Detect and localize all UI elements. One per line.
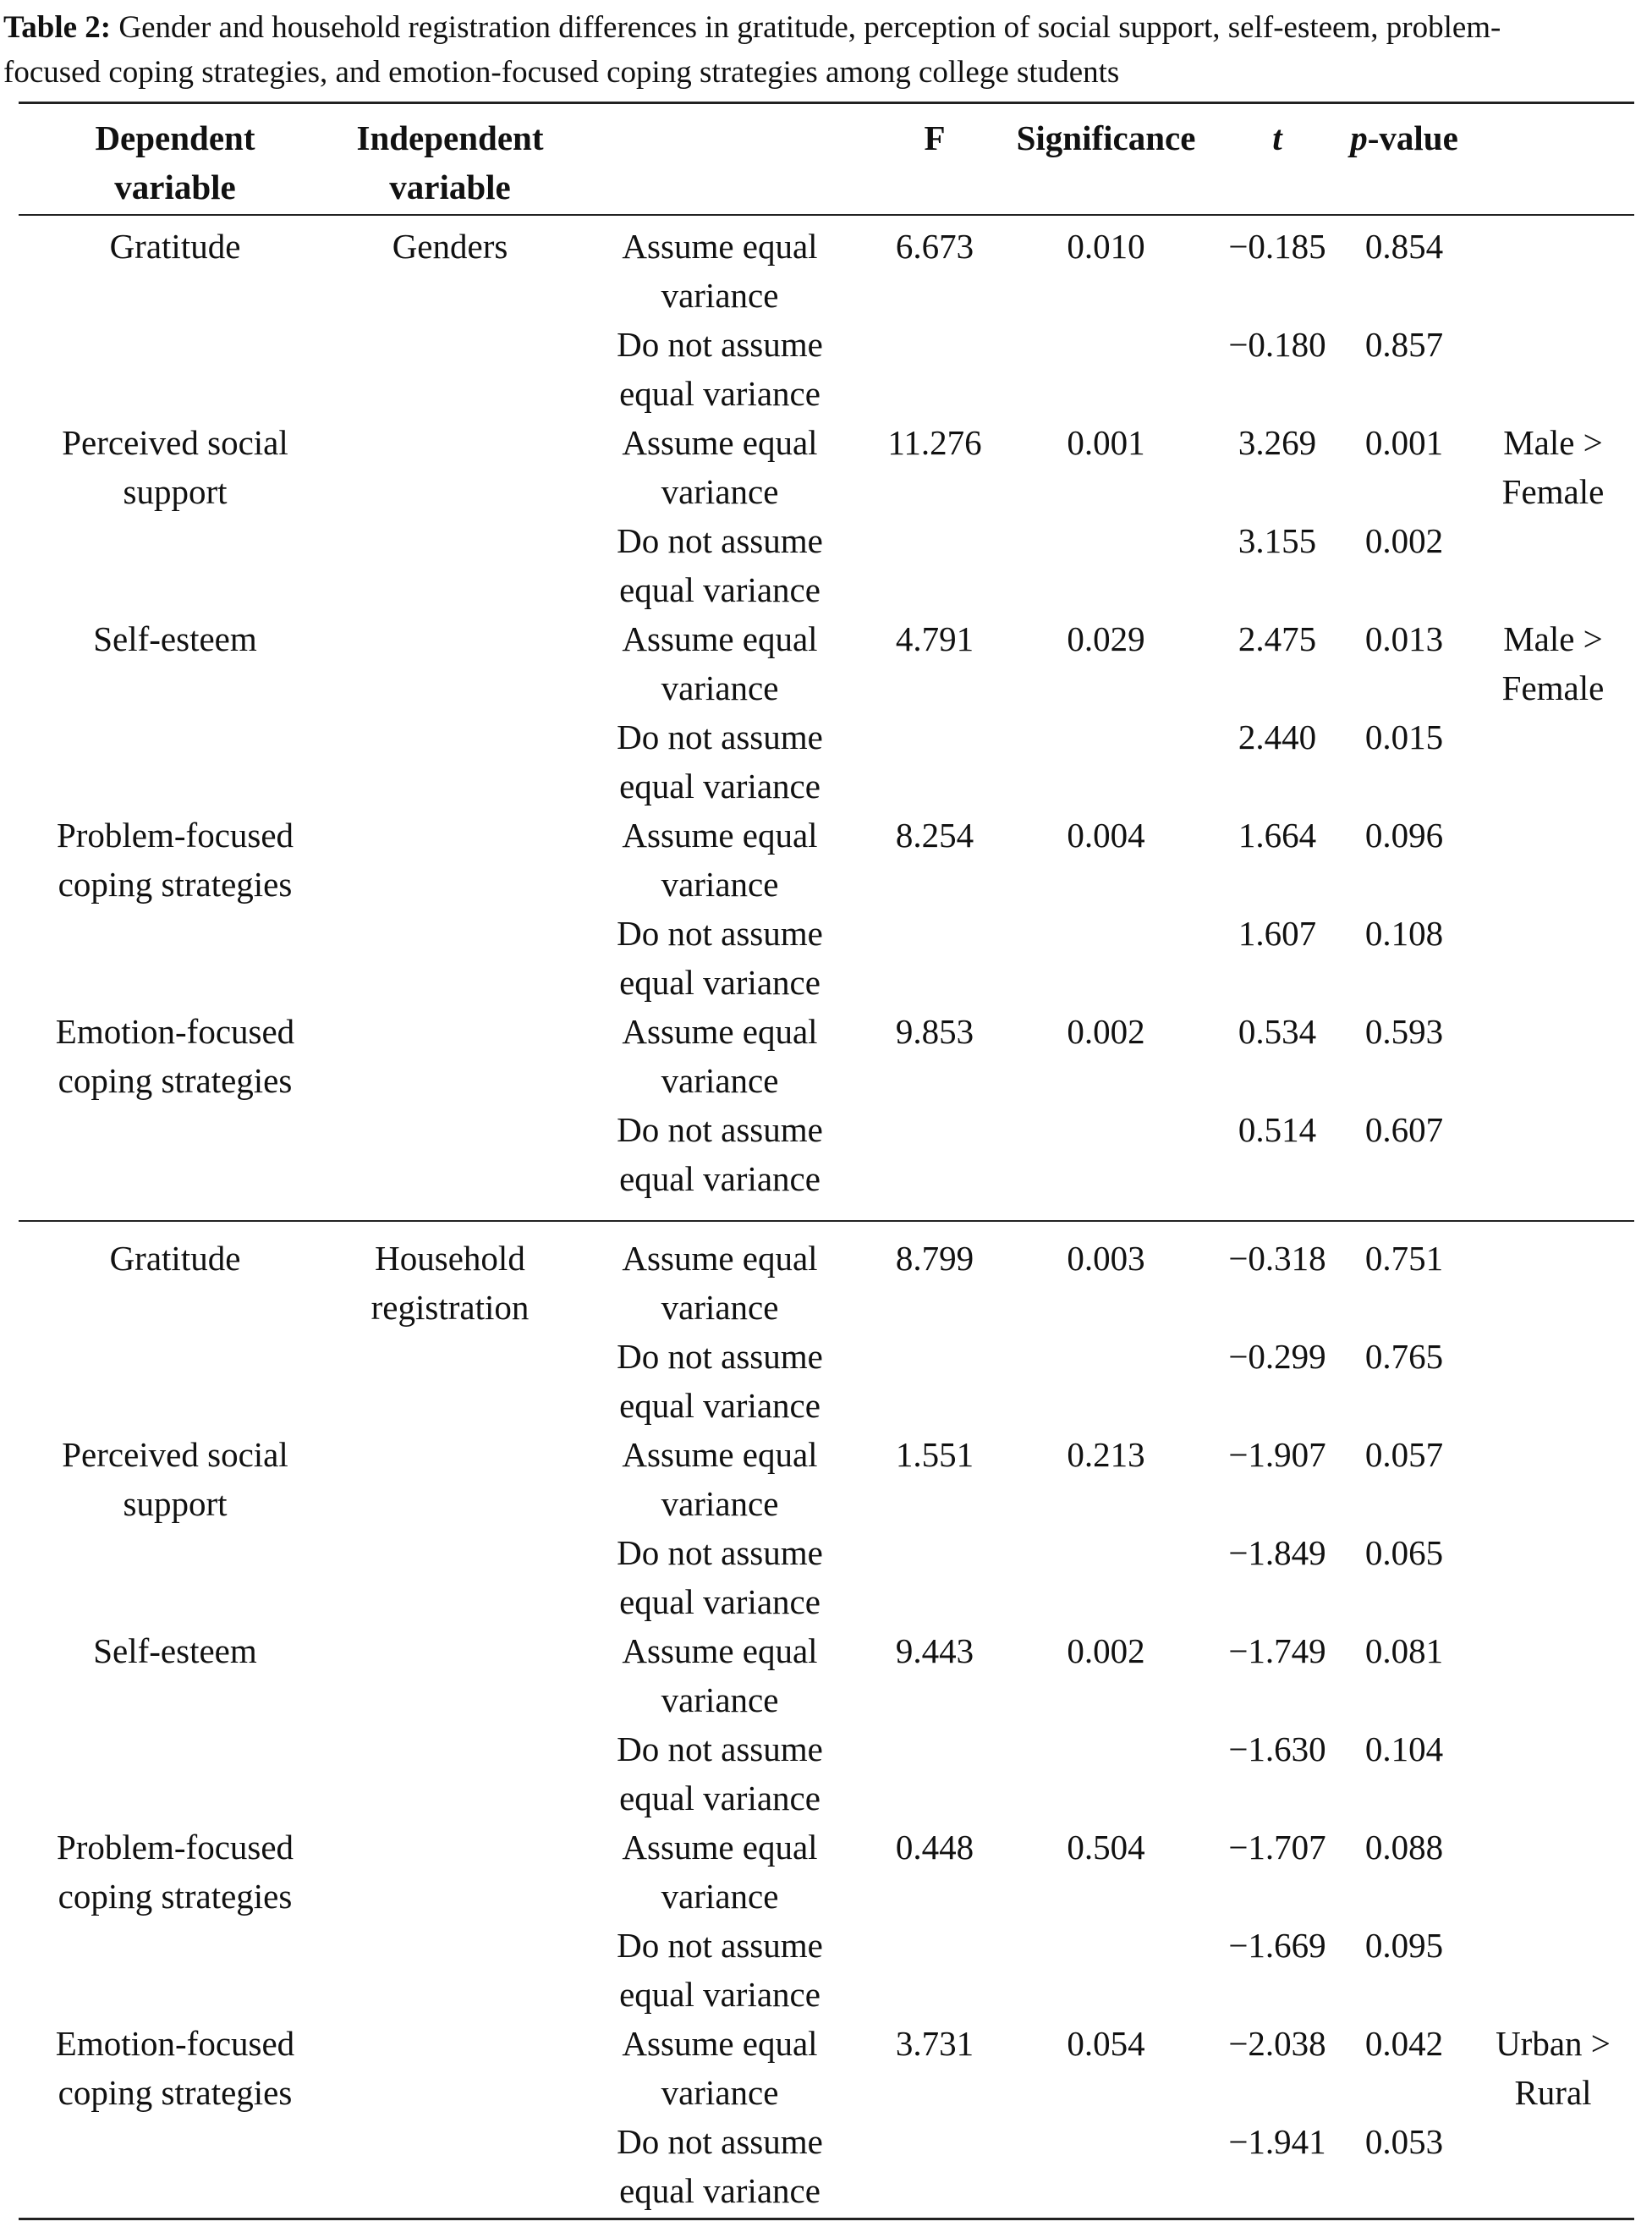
f-value-line: 9.443 xyxy=(895,1631,974,1670)
header-significance: Significance xyxy=(1016,118,1196,157)
dependent-variable xyxy=(19,1007,332,1105)
f-value-line: 9.853 xyxy=(895,1012,974,1051)
test-assume-equal xyxy=(568,222,871,320)
test-assume-equal-line: variance xyxy=(661,1877,779,1916)
t-value-equal-line: −0.318 xyxy=(1228,1239,1326,1278)
p-value-equal-line: 0.057 xyxy=(1364,1435,1444,1474)
comparison-note-line: Female xyxy=(1501,472,1605,511)
t-value-equal xyxy=(1214,418,1341,467)
test-not-assume-equal-line: equal variance xyxy=(619,1779,821,1817)
comparison-note xyxy=(1472,418,1634,516)
test-not-assume-equal-line: Do not assume xyxy=(617,1729,823,1768)
caption-label: Table 2: xyxy=(3,10,112,45)
test-not-assume-equal-line: Do not assume xyxy=(617,1926,823,1965)
p-value-unequal xyxy=(1336,909,1472,958)
test-assume-equal-line: Assume equal xyxy=(622,227,818,266)
test-assume-equal-line: Assume equal xyxy=(622,1631,818,1670)
significance-value-line: 0.001 xyxy=(1067,423,1145,462)
significance-value xyxy=(998,1234,1214,1283)
f-value-line: 11.276 xyxy=(887,423,982,462)
significance-value-line: 0.004 xyxy=(1067,816,1145,855)
header-p-italic: p xyxy=(1350,118,1368,157)
test-assume-equal-line: variance xyxy=(661,1484,779,1523)
comparison-note-line: Rural xyxy=(1514,2073,1592,2112)
p-value-unequal xyxy=(1336,1528,1472,1577)
dependent-variable-line: Perceived social xyxy=(62,1435,288,1474)
test-assume-equal-line: Assume equal xyxy=(622,1239,818,1278)
comparison-note-line: Male > xyxy=(1503,423,1603,462)
comparison-note-line: Female xyxy=(1501,668,1605,707)
p-value-equal xyxy=(1336,811,1472,860)
p-value-unequal xyxy=(1336,1105,1472,1154)
dependent-variable-line: Self-esteem xyxy=(93,1631,257,1670)
independent-variable-line: Household xyxy=(375,1239,525,1278)
test-assume-equal-line: variance xyxy=(661,668,779,707)
header-independent-line-1: Independent xyxy=(356,118,544,157)
test-not-assume-equal-line: equal variance xyxy=(619,963,821,1002)
p-value-equal xyxy=(1336,2019,1472,2068)
test-assume-equal-line: Assume equal xyxy=(622,1012,818,1051)
f-value-line: 1.551 xyxy=(895,1435,974,1474)
p-value-unequal xyxy=(1336,1724,1472,1773)
test-not-assume-equal xyxy=(568,1921,871,2019)
f-value-line: 3.731 xyxy=(895,2024,974,2063)
test-assume-equal-line: variance xyxy=(661,2073,779,2112)
test-not-assume-equal-line: equal variance xyxy=(619,1975,821,2014)
dependent-variable xyxy=(19,222,332,271)
t-value-equal xyxy=(1214,614,1341,663)
comparison-note xyxy=(1472,2019,1634,2117)
p-value-unequal-line: 0.104 xyxy=(1364,1729,1444,1768)
t-value-unequal xyxy=(1214,1105,1341,1154)
dependent-variable-line: coping strategies xyxy=(58,1877,293,1916)
header-dependent-line-1: Dependent xyxy=(95,118,255,157)
t-value-unequal-line: 2.440 xyxy=(1238,718,1317,756)
test-not-assume-equal-line: Do not assume xyxy=(617,2122,823,2161)
independent-variable-line: Genders xyxy=(392,227,508,266)
header-dependent xyxy=(19,113,332,212)
p-value-equal-line: 0.751 xyxy=(1364,1239,1444,1278)
t-value-equal-line: −1.707 xyxy=(1228,1828,1326,1867)
test-not-assume-equal-line: equal variance xyxy=(619,374,821,413)
test-assume-equal xyxy=(568,1430,871,1528)
significance-value-line: 0.002 xyxy=(1067,1012,1145,1051)
t-value-unequal-line: −0.180 xyxy=(1228,325,1326,364)
p-value-unequal-line: 0.607 xyxy=(1364,1110,1444,1149)
f-value xyxy=(871,1234,998,1283)
test-not-assume-equal xyxy=(568,909,871,1007)
t-value-unequal-line: −1.849 xyxy=(1228,1533,1326,1572)
dependent-variable-line: coping strategies xyxy=(58,865,293,904)
test-not-assume-equal-line: Do not assume xyxy=(617,1533,823,1572)
t-value-equal-line: 2.475 xyxy=(1238,619,1317,658)
test-assume-equal xyxy=(568,1234,871,1332)
p-value-equal-line: 0.013 xyxy=(1364,619,1444,658)
test-assume-equal-line: Assume equal xyxy=(622,619,818,658)
t-value-equal xyxy=(1214,1430,1341,1479)
f-value-line: 6.673 xyxy=(895,227,974,266)
significance-value-line: 0.002 xyxy=(1067,1631,1145,1670)
p-value-equal-line: 0.854 xyxy=(1364,227,1444,266)
f-value-line: 8.254 xyxy=(895,816,974,855)
test-not-assume-equal-line: equal variance xyxy=(619,1582,821,1621)
p-value-unequal-line: 0.053 xyxy=(1364,2122,1444,2161)
header-dependent-line-2: variable xyxy=(114,168,236,206)
dependent-variable xyxy=(19,1430,332,1528)
significance-value-line: 0.504 xyxy=(1067,1828,1145,1867)
f-value xyxy=(871,2019,998,2068)
test-assume-equal xyxy=(568,614,871,712)
test-assume-equal-line: variance xyxy=(661,472,779,511)
dependent-variable-line: Emotion-focused xyxy=(55,1012,295,1051)
dependent-variable-line: Self-esteem xyxy=(93,619,257,658)
significance-value xyxy=(998,418,1214,467)
t-value-equal xyxy=(1214,1626,1341,1675)
test-assume-equal xyxy=(568,1007,871,1105)
p-value-equal-line: 0.593 xyxy=(1364,1012,1444,1051)
header-p-rest: -value xyxy=(1367,118,1458,157)
header-p-value xyxy=(1336,113,1472,162)
f-value xyxy=(871,1626,998,1675)
f-value xyxy=(871,1430,998,1479)
test-assume-equal xyxy=(568,418,871,516)
f-value xyxy=(871,1007,998,1056)
p-value-equal-line: 0.096 xyxy=(1364,816,1444,855)
t-value-unequal xyxy=(1214,320,1341,369)
dependent-variable-line: support xyxy=(123,472,228,511)
t-value-unequal xyxy=(1214,1332,1341,1381)
comparison-note xyxy=(1472,614,1634,712)
test-not-assume-equal-line: equal variance xyxy=(619,767,821,806)
t-value-equal-line: 0.534 xyxy=(1238,1012,1317,1051)
f-value xyxy=(871,222,998,271)
f-value-line: 8.799 xyxy=(895,1239,974,1278)
test-assume-equal xyxy=(568,1626,871,1724)
p-value-unequal-line: 0.002 xyxy=(1364,521,1444,560)
dependent-variable-line: Gratitude xyxy=(109,1239,241,1278)
p-value-equal-line: 0.088 xyxy=(1364,1828,1444,1867)
t-value-unequal xyxy=(1214,712,1341,762)
t-value-equal-line: 1.664 xyxy=(1238,816,1317,855)
test-not-assume-equal-line: equal variance xyxy=(619,570,821,609)
p-value-unequal-line: 0.015 xyxy=(1364,718,1444,756)
test-not-assume-equal-line: Do not assume xyxy=(617,914,823,953)
test-not-assume-equal-line: Do not assume xyxy=(617,521,823,560)
dependent-variable-line: Problem-focused xyxy=(56,816,294,855)
dependent-variable xyxy=(19,614,332,663)
test-not-assume-equal xyxy=(568,516,871,614)
p-value-equal xyxy=(1336,1007,1472,1056)
p-value-equal xyxy=(1336,1823,1472,1872)
p-value-unequal xyxy=(1336,516,1472,565)
t-value-unequal xyxy=(1214,1724,1341,1773)
dependent-variable-line: coping strategies xyxy=(58,2073,293,2112)
test-assume-equal-line: Assume equal xyxy=(622,423,818,462)
dependent-variable-line: Gratitude xyxy=(109,227,241,266)
top-rule xyxy=(19,102,1634,104)
p-value-unequal-line: 0.108 xyxy=(1364,914,1444,953)
test-not-assume-equal-line: Do not assume xyxy=(617,1110,823,1149)
t-value-unequal-line: −1.669 xyxy=(1228,1926,1326,1965)
p-value-equal xyxy=(1336,1430,1472,1479)
dependent-variable xyxy=(19,1626,332,1675)
dependent-variable-line: Problem-focused xyxy=(56,1828,294,1867)
test-not-assume-equal-line: Do not assume xyxy=(617,1337,823,1376)
f-value-line: 4.791 xyxy=(895,619,974,658)
f-value-line: 0.448 xyxy=(895,1828,974,1867)
t-value-unequal-line: −0.299 xyxy=(1228,1337,1326,1376)
p-value-equal xyxy=(1336,1234,1472,1283)
test-not-assume-equal-line: Do not assume xyxy=(617,718,823,756)
t-value-unequal-line: −1.941 xyxy=(1228,2122,1326,2161)
t-value-equal-line: −0.185 xyxy=(1228,227,1326,266)
t-value-equal-line: −1.907 xyxy=(1228,1435,1326,1474)
p-value-unequal-line: 0.765 xyxy=(1364,1337,1444,1376)
header-t: t xyxy=(1272,118,1282,157)
t-value-unequal xyxy=(1214,1921,1341,1970)
test-not-assume-equal xyxy=(568,2117,871,2215)
test-not-assume-equal-line: equal variance xyxy=(619,2171,821,2210)
dependent-variable-line: coping strategies xyxy=(58,1061,293,1100)
comparison-note-line: Urban > xyxy=(1496,2024,1611,2063)
significance-value xyxy=(998,2019,1214,2068)
test-not-assume-equal xyxy=(568,1332,871,1430)
test-not-assume-equal xyxy=(568,1105,871,1203)
test-assume-equal-line: variance xyxy=(661,1680,779,1719)
header-independent-line-2: variable xyxy=(389,168,511,206)
p-value-equal xyxy=(1336,614,1472,663)
significance-value-line: 0.054 xyxy=(1067,2024,1145,2063)
dependent-variable xyxy=(19,1234,332,1283)
comparison-note-line: Male > xyxy=(1503,619,1603,658)
dependent-variable xyxy=(19,811,332,909)
test-not-assume-equal xyxy=(568,1528,871,1626)
test-assume-equal-line: variance xyxy=(661,865,779,904)
test-assume-equal-line: variance xyxy=(661,1288,779,1327)
bottom-rule xyxy=(19,2218,1634,2220)
section-rule xyxy=(19,1220,1634,1222)
caption-text-1: Gender and household registration differences in gratitude, perception of social support, self-esteem, problem- xyxy=(118,10,1501,45)
t-value-equal-line: 3.269 xyxy=(1238,423,1317,462)
test-assume-equal-line: Assume equal xyxy=(622,816,818,855)
significance-value xyxy=(998,614,1214,663)
test-assume-equal xyxy=(568,1823,871,1921)
test-not-assume-equal-line: equal variance xyxy=(619,1159,821,1198)
t-value-unequal-line: 0.514 xyxy=(1238,1110,1317,1149)
header-independent xyxy=(332,113,568,212)
test-assume-equal xyxy=(568,811,871,909)
test-not-assume-equal xyxy=(568,1724,871,1823)
test-assume-equal-line: Assume equal xyxy=(622,2024,818,2063)
t-value-equal xyxy=(1214,222,1341,271)
significance-value xyxy=(998,811,1214,860)
test-not-assume-equal-line: equal variance xyxy=(619,1386,821,1425)
t-value-unequal-line: 3.155 xyxy=(1238,521,1317,560)
t-value-equal xyxy=(1214,1234,1341,1283)
t-value-equal xyxy=(1214,1823,1341,1872)
header-f: F xyxy=(924,118,946,157)
dependent-variable xyxy=(19,418,332,516)
significance-value-line: 0.003 xyxy=(1067,1239,1145,1278)
dependent-variable-line: Emotion-focused xyxy=(55,2024,295,2063)
p-value-unequal xyxy=(1336,320,1472,369)
header-rule xyxy=(19,214,1634,216)
significance-value-line: 0.213 xyxy=(1067,1435,1145,1474)
caption-line-1 xyxy=(3,5,1649,50)
significance-value xyxy=(998,222,1214,271)
independent-variable-line: registration xyxy=(370,1288,530,1327)
p-value-unequal-line: 0.065 xyxy=(1364,1533,1444,1572)
t-value-equal-line: −1.749 xyxy=(1228,1631,1326,1670)
t-value-unequal xyxy=(1214,909,1341,958)
test-assume-equal-line: Assume equal xyxy=(622,1828,818,1867)
test-not-assume-equal xyxy=(568,320,871,418)
p-value-unequal xyxy=(1336,712,1472,762)
significance-value xyxy=(998,1626,1214,1675)
f-value xyxy=(871,418,998,467)
t-value-equal xyxy=(1214,2019,1341,2068)
significance-value xyxy=(998,1007,1214,1056)
p-value-equal xyxy=(1336,222,1472,271)
p-value-unequal-line: 0.857 xyxy=(1364,325,1444,364)
caption-line-2: focused coping strategies, and emotion-focused coping strategies among college students xyxy=(3,55,1120,90)
test-assume-equal xyxy=(568,2019,871,2117)
significance-value-line: 0.029 xyxy=(1067,619,1145,658)
significance-value xyxy=(998,1823,1214,1872)
p-value-equal-line: 0.042 xyxy=(1364,2024,1444,2063)
significance-value-line: 0.010 xyxy=(1067,227,1145,266)
dependent-variable-line: Perceived social xyxy=(62,423,288,462)
t-value-unequal-line: −1.630 xyxy=(1228,1729,1326,1768)
dependent-variable xyxy=(19,1823,332,1921)
test-not-assume-equal xyxy=(568,712,871,811)
p-value-equal xyxy=(1336,1626,1472,1675)
dependent-variable xyxy=(19,2019,332,2117)
t-value-equal xyxy=(1214,1007,1341,1056)
test-assume-equal-line: Assume equal xyxy=(622,1435,818,1474)
test-assume-equal-line: variance xyxy=(661,1061,779,1100)
table-caption xyxy=(3,5,1649,95)
p-value-unequal xyxy=(1336,2117,1472,2166)
t-value-unequal xyxy=(1214,1528,1341,1577)
t-value-unequal xyxy=(1214,2117,1341,2166)
p-value-unequal xyxy=(1336,1332,1472,1381)
t-value-unequal xyxy=(1214,516,1341,565)
test-assume-equal-line: variance xyxy=(661,276,779,315)
p-value-unequal xyxy=(1336,1921,1472,1970)
t-value-unequal-line: 1.607 xyxy=(1238,914,1317,953)
test-not-assume-equal-line: Do not assume xyxy=(617,325,823,364)
significance-value xyxy=(998,1430,1214,1479)
f-value xyxy=(871,614,998,663)
t-value-equal xyxy=(1214,811,1341,860)
p-value-equal-line: 0.001 xyxy=(1364,423,1444,462)
p-value-unequal-line: 0.095 xyxy=(1364,1926,1444,1965)
p-value-equal xyxy=(1336,418,1472,467)
independent-variable xyxy=(332,1234,568,1332)
t-value-equal-line: −2.038 xyxy=(1228,2024,1326,2063)
f-value xyxy=(871,1823,998,1872)
dependent-variable-line: support xyxy=(123,1484,228,1523)
f-value xyxy=(871,811,998,860)
independent-variable xyxy=(332,222,568,271)
p-value-equal-line: 0.081 xyxy=(1364,1631,1444,1670)
